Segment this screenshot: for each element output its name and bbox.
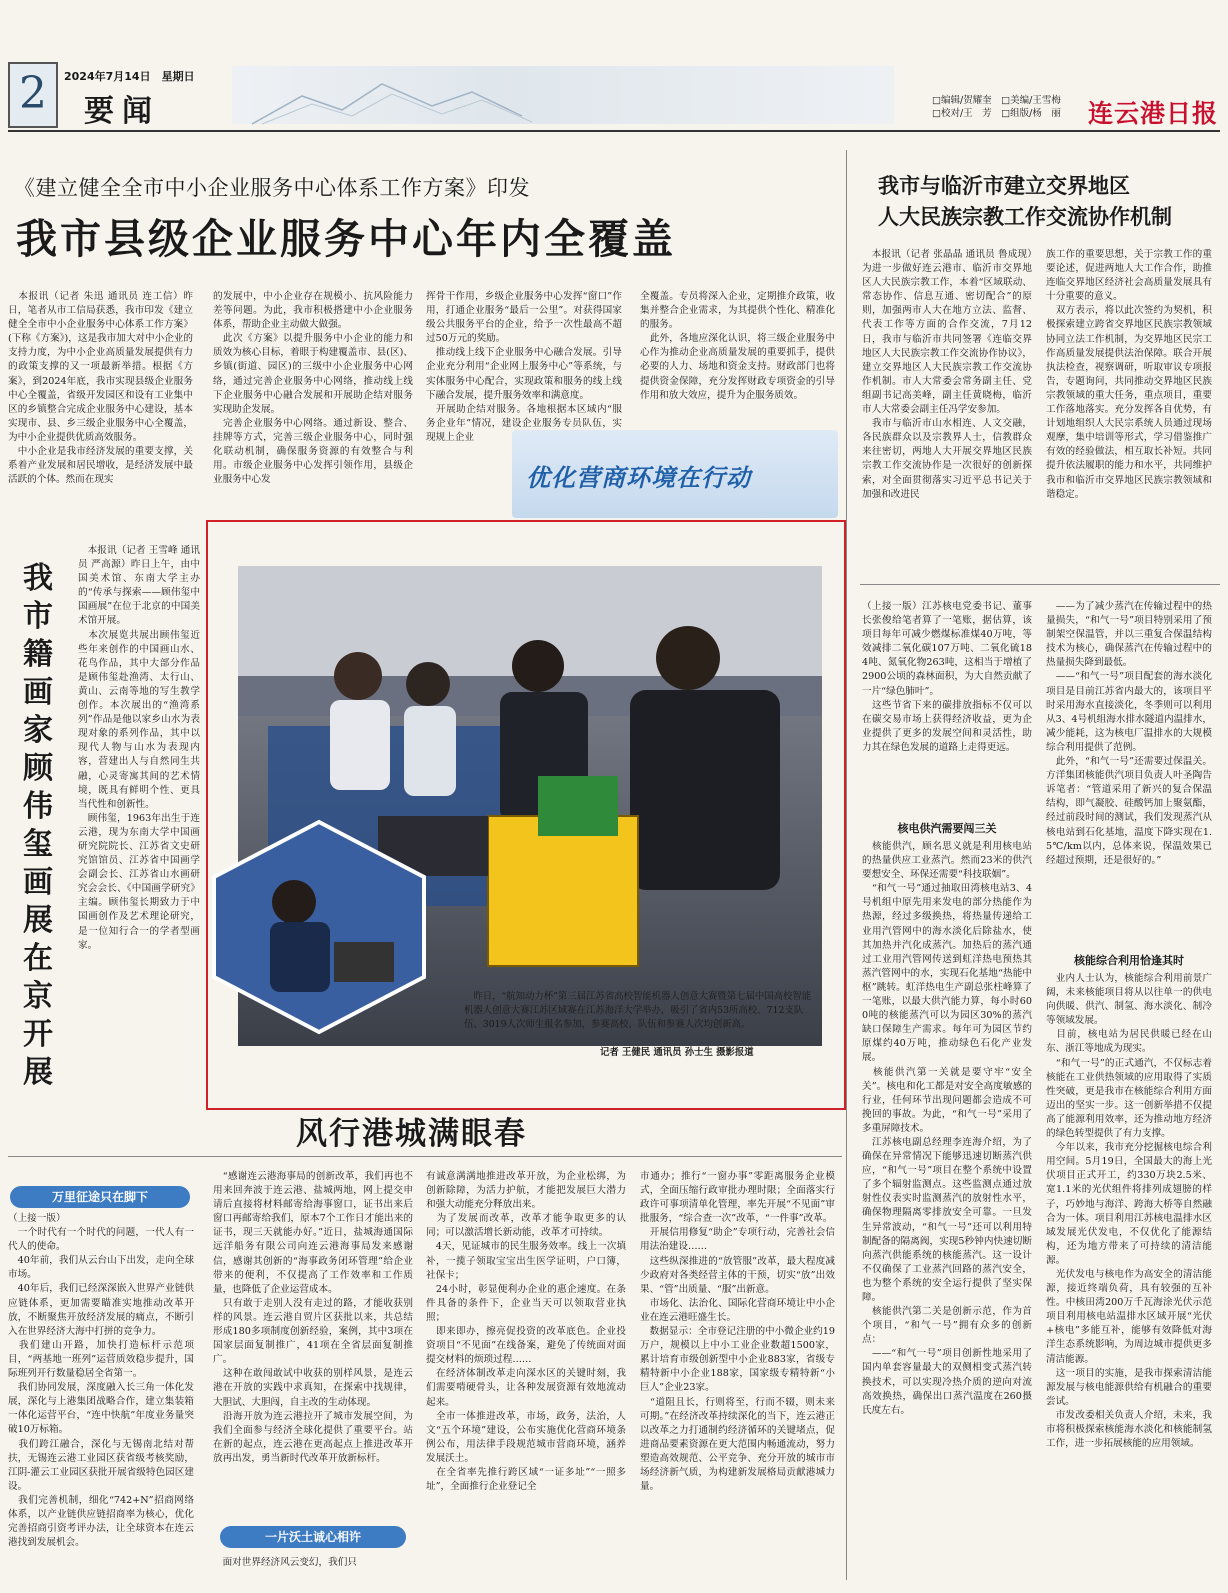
right-top-column-2: 族工作的重要思想，关于宗教工作的重要论述，促进两地人大工作合作，助推连临交界地区经济社会高质量发展具有十分重要的意义。 双方表示，将以此次签约为契机，积极探索建立跨省交界地区民族宗教领域协同立法工作机制，为交界地区民宗工作高质量发展提供法治保障。联合开展执法检查，视察调研，听取审议专项报告，专题询问，共同推动交界地区民族宗教领域的重大任务，重点项目，重要工作落地落实。充分发挥各自优势，有计划地组织人大民宗系统人员通过现场观摩，集中培训等形式，学习借鉴推广有效的经验做法，相互取长补短。共同提升依法履职的能力和水平，共同维护我市和临沂市交界地区民族宗教领域和谐稳定。 (1046, 249, 1212, 500)
feature-rule (8, 1156, 842, 1157)
issue-date: 2024年7月14日 星期日 (64, 70, 195, 83)
credit-line: □编辑/贺耀奎 □美编/王雪梅 (932, 95, 1061, 106)
subhead-nuclear-comprehensive: 核能综合利用恰逢其时 (1074, 954, 1184, 967)
masthead: 连云港日报 (1088, 99, 1219, 128)
mountain-graphic (232, 66, 894, 124)
lead-kicker: 《建立健全全市中小企业服务中心体系工作方案》印发 (14, 176, 530, 200)
lead-column-1: 本报讯（记者 朱迅 通讯员 连工信）昨日，笔者从市工信局获悉，我市印发《建立健全全市中小企业服务中心体系工作方案》(下称《方案》)，这是我市加大对中小企业的支持力度，为中小企业高质量发展提供有力的政策支撑的又一项最新举措。根据《方案》，到2024年底，我市实现县级企业服务中心全覆盖，省级开发园区和设有工业集中区的乡镇整合完成企业服务中心建设，基本实现市、县、乡三级企业服务中心全覆盖，为中小企业提供优质高效服务。 中小企业是我市经济发展的重要支撑，关系着产业发展和居民增收，是经济发展中最活跃的个体。然而在现实 (8, 291, 193, 486)
painter-headline (18, 560, 58, 1092)
right-top-headline (878, 170, 1172, 232)
lead-headline: 我市县级企业服务中心年内全覆盖 (16, 215, 676, 263)
inset-photo (214, 822, 424, 1032)
lead-column-3a: 挥骨干作用，乡级企业服务中心发挥“窗口”作用，打通企业服务“最后一公里”。对获得国家级公共服务平台的企业，给予一次性最高不超过50万元的奖励。 推动线上线下企业服务中心融合发展。引导企业充分利用“企业网上服务中心”等系统，与实体服务中心配合，实现政策和服务的线上线下融合发展，提升服务效率和满意度。 开展助企结对服务。各地根据本区域内“服务企业年”情况，建设企业服务专员队伍，实现规上企业 (426, 291, 622, 443)
feature-column-1: （上接一版） 一个时代有一个时代的问题，一代人有一代人的使命。 40年前，我们从云台山下出发，走向全球市场。 40年后，我们已经深深嵌入世界产业链供应链体系，更加需要瞄准实地推动改革开放，不断聚焦开放经济发展的痛点，不断引入在世界经济大海中打拼的竞争力。 我们建山开路，加快打造标杆示范项目，“两基地一班列”运营质效稳步提升，国际班列开行数量稳居全省第一。 我们协同发展，深度融入长三角一体化发展，深化与上港集团战略合作，建立集装箱一体化运营平台，“连中快航”年度业务量突破10万标箱。 我们跨江融合，深化与无锡南北结对帮扶，无锡连云港工业园区获省级考核奖励，江阴-灌云工业园区获批开展省级特色园区建设。 我们完善机制，细化“742+N”招商网络体系，以产业链供应链招商率为核心，优化完善招商引资考评办法，让全球资本在连云港找到发展机会。 (8, 1213, 194, 1549)
feature-column-3: 有诚意满满地推进改革开放，为企业松绑，为创新除障，为活力护航，才能把发展巨大潜力和强大动能充分释放出来。 为了发展而改革，改革才能争取更多的认同；可以激活增长新动能，改革才可持续。 4天，见证城市的民生服务效率。线上一次填补，一揽子领取宝宝出生医学证明，户口簿，社保卡； 24小时，彰显便利办企业的惠企速度。在条件具备的条件下，企业当天可以领取营业执照； 即来即办，擦亮促投资的改革底色。企业投资项目“不见面”在线备案，避免了传统面对面提交材料的烦琐过程…… 在经济体制改革走向深水区的关键时刻，我们需要啃硬骨头，让各种发展资源有效地流动起来。 全市一体推进改革，市场，政务，法治，人文“五个环境”建设，公布实施优化营商环境条例公布，用法律手段规范城市营商环境，涵养发展沃土。 在全省率先推行跨区域“一证多址”“一照多址”，全面推行企业登记全 (426, 1171, 626, 1493)
photo-caption: 昨日，“航知动力杯”第三届江苏省高校智能机器人创意大赛暨第七届中国高校智能机器人创意大赛江苏区域赛在江苏海洋大学举办，吸引了省内53所高校、712支队伍、3019人次师生报名参加，参赛高校、队伍和参赛人次均创新高。 (464, 991, 812, 1031)
badge-text: 优化营商环境在行动 (526, 464, 751, 492)
feature-headline: 风行港城满眼春 (296, 1116, 527, 1152)
feature-subhead-1: 万里征途只在脚下 (10, 1186, 190, 1208)
right-mid-column-2b: 业内人士认为，核能综合利用前景广阔，未来核能项目将从以往单一的供电向供暖、供汽、制氢、海水淡化、制冷等领域发展。 目前，核电站为居民供暖已经在山东、浙江等地成为现实。 “和气一号”的正式通汽，不仅标志着核能在工业供热领域的应用取得了实质性突破，更是我市在核能综合利用方面迈出的坚实一步。这一创新举措不仅提高了能源利用效率，还为推动地方经济的绿色转型提供了有力支撑。 今年以来，我市充分挖掘核电综合利用空间。5月19日，全国最大的海上光伏项目正式开工，约330万块2.5米、宽1.1米的光伏组件将排列成翅膀的样子，巧妙地与海洋、跨海大桥等自然融合为一体。项目利用江苏核电温排水区域发展光伏发电，不仅优化了能源结构，还为地方带来了可持续的清洁能源。 光伏发电与核电作为高安全的清洁能源，接近终端负荷，具有较强的互补性。中核田湾200万千瓦海涂光伏示范项目利用核电站温排水区域开展“光伏+核电”多能互补，能够有效降低对海洋生态系统影响，为周边城市提供更多清洁能源。 这一项目的实施，是我市探索清洁能源发展与核电能源供给有机融合的重要尝试。 市发改委相关负责人介绍，未来，我市将积极探索核能海水淡化和核能制氢工作，进一步拓展核能的应用领域。 (1046, 973, 1212, 1450)
photo-frame (206, 520, 846, 1110)
column-divider (846, 150, 847, 1580)
lead-column-4: 全覆盖。专员将深入企业，定期推介政策，收集并整合企业需求，为其提供个性化、精准化的服务。 此外，各地应深化认识，将三级企业服务中心作为推动企业高质量发展的重要抓手，提供必要的人力、场地和资金支持。财政部门也将提供资金保障，充分发挥财政专项资金的引导作用和放大效应，提升为企服务质效。 (640, 291, 835, 401)
headline-line: 人大民族宗教工作交流协作机制 (878, 204, 1172, 229)
feature-cont (8, 1170, 194, 1186)
inset-photo-illustration (214, 822, 424, 1032)
header-rule (8, 130, 1220, 132)
section-title: 要闻 (84, 94, 160, 129)
business-environment-badge (512, 430, 838, 518)
credit-line: □校对/王 芳 □组版/杨 丽 (932, 108, 1061, 119)
feature-column-2: “感谢连云港海事局的创新改革，我们再也不用来回奔波于连云港、盐城两地，网上提交申请后直接将材料邮寄给海事窗口，证书出来后窗口再邮寄给我们，原本7个工作日才能出来的证书，现三天就能办好。”近日，盐城海通国际远洋船务有限公司向连云港海事局发来感谢信，感谢其创新的“海事政务闭环管理”给企业带来的便利，不仅提高了工作效率和工作质量，也降低了企业运营成本。 只有敢于走别人没有走过的路，才能收获别样的风景。连云港自贸片区获批以来，共总结形成180多项制度创新经验，案例，其中3项在国家层面复制推广，41项在全省层面复制推广。 这种在敢闯敢试中收获的别样风景，是连云港在开放的实践中求真知，在探索中找规律，大胆试、大胆闯，自主改的生动体现。 沿海开放为连云港拉开了城市发展空间，为我们全面参与经济全球化提供了重要平台。站在新的起点，连云港在更高起点上推进改革开放再出发，勇当新时代改革开放新标杆。 (213, 1171, 413, 1464)
page-number: 2 (8, 62, 58, 128)
right-divider (860, 584, 1220, 585)
lead-column-2: 的发展中，中小企业存在规模小、抗风险能力差等问题。为此，我市积极搭建中小企业服务体系，帮助企业主动做大做强。 此次《方案》以提升服务中小企业的能力和质效为核心目标，着眼于构建覆盖市、县(区)、乡镇(街道、园区)的三级中小企业服务中心网络，通过完善企业服务中心网络，推动线上线下企业服务中心融合发展和开展助企结对服务实现助企发展。 完善企业服务中心网络。通过新设、整合、挂牌等方式，完善三级企业服务中心，同时强化联动机制，确保服务资源的有效整合与利用。市级企业服务中心发挥引领作用，县级企业服务中心发 (213, 291, 413, 486)
right-mid-column-1a: （上接一版）江苏核电党委书记、董事长张俊给笔者算了一笔账，据估算，该项目每年可减少燃煤标准煤40万吨，等效减排二氧化碳107万吨、二氧化硫184吨、氮氧化物263吨，这相当于增植了2900公顷的森林面积，为大自然贡献了一片“绿色肺叶”。 这些节省下来的碳排放指标不仅可以在碳交易市场上获得经济收益，更为企业提供了更多的发展空间和灵活性，助力其在绿色发展的道路上走得更远。 (862, 601, 1032, 753)
feature-column-2b: 面对世界经济风云变幻，我们只 (213, 1557, 357, 1568)
right-mid-column-1b: 核能供汽，顾名思义就是利用核电站的热量供应工业蒸汽。然而23米的供汽要想安全、环保还需要“科技联姻”。 “和气一号”通过抽取田湾核电站3、4号机组中原先用来发电的部分热能作为热源，经过多级换热，将热量传递给工业用汽管网中的海水淡化后除盐水，使其加热并汽化成蒸汽。加热后的蒸汽通过工业用汽管网传送到虹洋热电预热其蒸汽管网中的水，实现石化基地“热能中枢”跳转。虹洋热电生产副总张柱峰算了一笔账，以最大供汽能力算，每小时600吨的核能蒸汽可以为园区30%的蒸汽缺口保障生产需求。每年可为园区节约原煤约40万吨，推动绿色石化产业发展。 核能供汽第一关就是要守牢“安全关”。核电和化工都是对安全高度敏感的行业，任何环节出现问题都会造成不可挽回的事故。为此，“和气一号”采用了多重屏障技术。 江苏核电副总经理李连海介绍，为了确保在异常情况下能够迅速切断蒸汽供应，“和气一号”项目在整个系统中设置了多个辐射监测点。这些监测点通过放射性仪表实时监测蒸汽的放射性水平，确保物理隔离零排放安全可靠。一旦发生异常波动，“和气一号”还可以利用特制配备的隔离阀，实现5秒钟内快速切断向蒸汽供能系统的核能蒸汽。这一设计不仅确保了工业蒸汽回路的蒸汽安全，也为整个系统的安全运行提供了坚实保障。 核能供汽第二关是创新示范，作为首个项目，“和气一号”拥有众多的创新点： ——“和气一号”项目创新性地采用了国内单套容量最大的双侧相变式蒸汽转换技术，可以实现冷热介质的逆向对流高效换热，确保出口蒸汽温度在260摄氏度左右。 (862, 841, 1032, 1416)
header-banner (232, 66, 894, 124)
photo-credit: 记者 王健民 通讯员 孙士生 摄影报道 (600, 1047, 754, 1058)
subhead-nuclear-steam: 核电供汽需要闯三关 (897, 822, 997, 835)
painter-headline-text: 我市籍画家顾伟玺画展在京开展 (23, 561, 53, 1090)
right-mid-column-2a: ——为了减少蒸汽在传输过程中的热量损失，“和气一号”项目特别采用了预制架空保温管，并以三重复合保温结构技术为核心，确保蒸汽在传输过程中的热量损失降到最低。 ——“和气一号”项目配套的海水淡化项目是目前江苏省内最大的，该项目平时采用海水直接淡化，冬季则可以利用从3、4号机组海水排水隧道内温排水，减少能耗，这为核电厂温排水的大规模综合利用提供了范例。 此外，“和气一号”还需要过保温关。方洋集团核能供汽项目负责人叶圣陶告诉笔者：“管道采用了新兴的复合保温结构，即气凝胶、硅酸钙加上聚氨酯，经过前段时间的测试，我们发现蒸汽从核电站到石化基地，温度下降实现在1.5℃/km以内，总体来说，保温效果已经超过预期，还是很好的。” (1046, 601, 1212, 866)
headline-line: 我市与临沂市建立交界地区 (878, 173, 1130, 198)
feature-column-4: 市通办；推行“一窗办事”零距离服务企业模式，全面压缩行政审批办理时限；全面落实行政许可事项清单化管理，率先开展“不见面”审批服务，“综合查一次”改革，“一件事”改革。 开展信用修复“助企”专项行动，完善社会信用法治建设…… 这些纵深推进的“放管服”改革，最大程度减少政府对各类经营主体的干预，切实“放”出效果、“管”出质量、“服”出新意。 市场化、法治化、国际化营商环境让中小企业在连云港旺盛生长。 数据显示：全市登记注册的中小微企业约19万户，规模以上中小工业企业数超1500家，累计培育市级创新型中小企业883家，省级专精特新中小企业188家，国家级专精特新“小巨人”企业23家。 “道阻且长，行则将至，行而不辍，则未来可期。”在经济改革持续深化的当下，连云港正以改革之力打通制约经济循环的关键堵点，促进商品要素资源在更大范围内畅通流动，努力塑造高效规范、公平竞争、充分开放的城市市场经济新气质，为构建新发展格局贡献港城力量。 (640, 1171, 835, 1493)
editor-credits (932, 94, 1061, 120)
painter-body: 本报讯（记者 王雪峰 通讯员 严高源）昨日上午，由中国美术馆、东南大学主办的“传承与探索——顾伟玺中国画展”在位于北京的中国美术馆开展。 本次展览共展出顾伟玺近些年来创作的中国画山水、花鸟作品，其中大部分作品是顾伟玺赴渔湾、太行山、黄山、云南等地的写生教学创作。本次展出的“渔湾系列”作品是他以家乡山水为表现对象的系列作品，其中以现代人物与山水为表现内容，营建出人与自然同生共融，心灵寄寓其间的艺术情境，既具有鲜明个性、更具当代性和创新性。 顾伟玺，1963年出生于连云港，现为东南大学中国画研究院院长、江苏省文史研究馆馆员、江苏省中国画学会副会长、江苏省山水画研究会会长、《中国画学研究》主编。顾伟玺长期致力于中国画创作及艺术理论研究，是一位知行合一的学者型画家。 (78, 545, 200, 951)
feature-subhead-2: 一片沃土诚心相许 (220, 1526, 406, 1548)
right-top-column-1: 本报讯（记者 张晶晶 通讯员 鲁成现）为进一步做好连云港市、临沂市交界地区人大民族宗教工作，本着“区域联动、常态协作、信息互通、密切配合”的原则，加强两市人大在地方立法、监督、代表工作等方面的合作交流，7月12日，我市与临沂市共同签署《连临交界地区人大民族宗教工作交流协作协议》，建立交界地区人大民族宗教工作交流协作机制。市人大常委会常务副主任、党组副书记高美峰，副主任黄晓梅，临沂市人大常委会副主任冯学安参加。 我市与临沂市山水相连、人文交融，各民族群众以及宗教界人士，信教群众来往密切，两地人大开展交界地区民族宗教工作交流协作是一次很好的创新探索，对全面贯彻落实习近平总书记关于加强和改进民 (862, 249, 1032, 500)
